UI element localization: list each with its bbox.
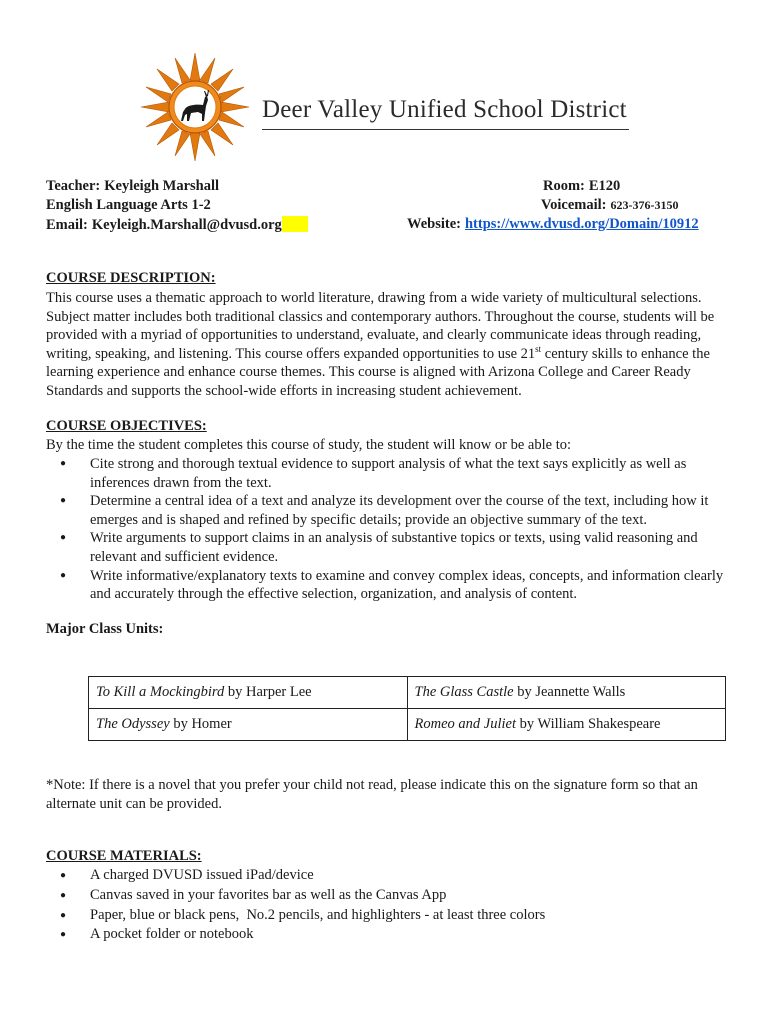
objectives-intro: By the time the student completes this course of study, the student will know or be able to: [46,437,571,453]
district-logo-icon [140,52,250,162]
bullet-icon: ● [60,458,67,469]
bullet-icon: ● [60,532,67,544]
district-name: Deer Valley Unified School District [262,96,627,123]
room-label: Room: [543,178,585,194]
objective-text: Write informative/explanatory texts to examine and convey complex ideas, concepts, and information clearly and accurately through the effective selection, organization, and analysis of content. [90,567,724,603]
material-text: A charged DVUSD issued iPad/device [90,867,314,883]
course-description-text [46,289,736,401]
list-item [46,886,736,906]
book-author: by Homer [169,716,232,732]
table-cell [89,709,408,741]
major-class-units-title: Major Class Units: [46,621,164,637]
voicemail-label: Voicemail: [541,197,607,213]
list-item [46,906,736,926]
objective-text: Cite strong and thorough textual evidence to support analysis of what the text says explicitly as well as inferences drawn from the text. [90,456,687,491]
table-cell [407,677,726,709]
material-text: A pocket folder or notebook [90,926,254,943]
bullet-icon: ● [60,569,67,581]
email-label: Email: [46,217,88,233]
teacher-name: Keyleigh Marshall [104,178,220,194]
book-author: by William Shakespeare [515,716,661,732]
list-item [46,925,736,945]
book-title: Romeo and Juliet [414,716,516,732]
course-name: English Language Arts 1-2 [46,197,211,213]
website-link[interactable]: https://www.dvusd.org/Domain/10912 [464,216,699,232]
course-description-title: COURSE DESCRIPTION: [46,270,216,286]
table-cell [89,677,408,709]
material-text: Paper, blue or black pens, No.2 pencils, and highlighters - at least three colors [90,906,546,923]
table-row [89,709,726,741]
teacher-line [46,178,219,195]
website-line [407,216,699,233]
bullet-icon: ● [60,495,67,507]
objective-text: Write arguments to support claims in an analysis of substantive topics or texts, using valid reasoning and relevant and sufficient evidence. [90,530,698,565]
bullet-icon: ● [60,909,67,921]
website-label: Website: [407,216,461,232]
bullet-icon: ● [60,929,67,941]
book-title: To Kill a Mockingbird [96,684,225,700]
bullet-icon: ● [60,870,67,881]
description-text-part1: This course uses a thematic approach to world literature, drawing from a wide variety of multicultural selections. Subject matter includes both traditional classics and contemporary authors. Throughout the course, students will be provided with a myriad of opportunities to understand, evaluate, and clearly communicate ideas through reading, writing, speaking, and listening. This course offers expanded opportunities to use 21 [46,290,715,362]
email-line [46,216,308,234]
voicemail-number: 623-376-3150 [610,198,679,212]
objectives-list [46,455,736,604]
list-item [46,866,736,886]
voicemail-line [541,197,679,214]
highlight-mark [282,216,308,232]
district-divider [262,129,629,130]
list-item [46,529,736,566]
course-materials-title: COURSE MATERIALS: [46,848,202,864]
book-author: by Harper Lee [224,684,312,700]
book-author: by Jeannette Walls [513,684,626,700]
room-line [543,178,620,195]
note-text: *Note: If there is a novel that you prefer your child not read, please indicate this on the signature form so that an alternate unit can be provided. [46,777,698,812]
course-objectives-title: COURSE OBJECTIVES: [46,418,207,434]
description-superscript: st [535,343,542,354]
bullet-icon: ● [60,889,67,901]
objective-text: Determine a central idea of a text and analyze its development over the course of the text, including how it emerges and is shaped and refined by specific details; provide an objective summary of the text. [90,493,709,528]
table-row [89,677,726,709]
materials-list [46,866,736,945]
email-address[interactable]: Keyleigh.Marshall@dvusd.org [91,217,282,233]
table-cell [407,709,726,741]
room-number: E120 [588,178,621,194]
list-item [46,567,736,604]
material-text: Canvas saved in your favorites bar as well as the Canvas App [90,886,447,903]
book-title: The Glass Castle [414,684,514,700]
list-item [46,455,736,492]
description-text-part2: century skills to enhance the learning experience and enhance course themes. This course is aligned with Arizona College and Career Ready Standards and supports the school-wide efforts in increasing student achievement. [46,345,710,399]
list-item [46,492,736,529]
units-table [88,676,726,741]
teacher-label: Teacher: [46,178,101,194]
book-title: The Odyssey [96,716,170,732]
